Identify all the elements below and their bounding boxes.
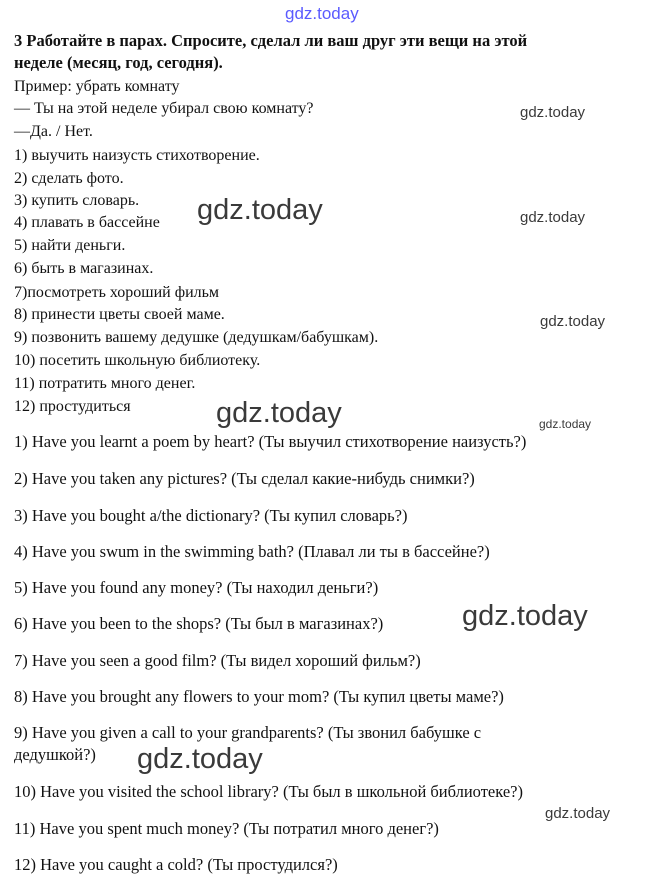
watermark: gdz.today — [539, 417, 592, 431]
answer-item: 8) Have you brought any flowers to your mom? (Ты купил цветы маме?) — [14, 687, 504, 706]
task-item: 7)посмотреть хороший фильм — [14, 284, 220, 301]
task-item: 2) сделать фото. — [14, 170, 124, 187]
task-item: 12) простудиться — [14, 398, 131, 415]
answer-item: 9) Have you given a call to your grandparents? (Ты звонил бабушке с — [14, 723, 482, 742]
watermark: gdz.today — [520, 209, 586, 226]
answer-item-continuation: дедушкой?) — [14, 745, 96, 764]
task-item: 5) найти деньги. — [14, 237, 126, 254]
watermark: gdz.today — [462, 600, 588, 632]
answer-item: 3) Have you bought a/the dictionary? (Ты купил словарь?) — [14, 506, 408, 525]
answer-item: 5) Have you found any money? (Ты находил деньги?) — [14, 578, 379, 597]
answer-item: 10) Have you visited the school library? (Ты был в школьной библиотеке?) — [14, 782, 523, 801]
task-item: 4) плавать в бассейне — [14, 214, 160, 231]
task-item: 9) позвонить вашему дедушке (дедушкам/бабушкам). — [14, 329, 379, 346]
exercise-title-line-2: неделе (месяц, год, сегодня). — [14, 53, 223, 72]
watermark: gdz.today — [137, 743, 263, 775]
example-question: — Ты на этой неделе убирал свою комнату? — [14, 100, 314, 117]
exercise-title-line-1: 3 Работайте в парах. Спросите, сделал ли ваш друг эти вещи на этой — [14, 31, 528, 50]
watermark: gdz.today — [520, 104, 586, 121]
task-item: 10) посетить школьную библиотеку. — [14, 352, 261, 369]
example-answer: —Да. / Нет. — [14, 123, 93, 140]
example-label: Пример: убрать комнату — [14, 78, 180, 95]
watermark: gdz.today — [545, 805, 611, 822]
task-item: 6) быть в магазинах. — [14, 260, 154, 277]
watermark: gdz.today — [216, 397, 342, 429]
watermark: gdz.today — [540, 313, 606, 330]
task-item: 11) потратить много денег. — [14, 375, 196, 392]
answer-item: 1) Have you learnt a poem by heart? (Ты выучил стихотворение наизусть?) — [14, 432, 527, 451]
watermark: gdz.today — [197, 194, 323, 226]
answer-item: 6) Have you been to the shops? (Ты был в магазинах?) — [14, 614, 384, 633]
answer-item: 4) Have you swum in the swimming bath? (Плавал ли ты в бассейне?) — [14, 542, 490, 561]
task-item: 3) купить словарь. — [14, 192, 140, 209]
task-item: 8) принести цветы своей маме. — [14, 306, 225, 323]
answer-item: 12) Have you caught a cold? (Ты простудился?) — [14, 855, 338, 874]
watermark-top: gdz.today — [285, 4, 359, 23]
answer-item: 7) Have you seen a good film? (Ты видел хороший фильм?) — [14, 651, 421, 670]
task-item: 1) выучить наизусть стихотворение. — [14, 147, 260, 164]
answer-item: 2) Have you taken any pictures? (Ты сделал какие-нибудь снимки?) — [14, 469, 475, 488]
answer-item: 11) Have you spent much money? (Ты потратил много денег?) — [14, 819, 439, 838]
